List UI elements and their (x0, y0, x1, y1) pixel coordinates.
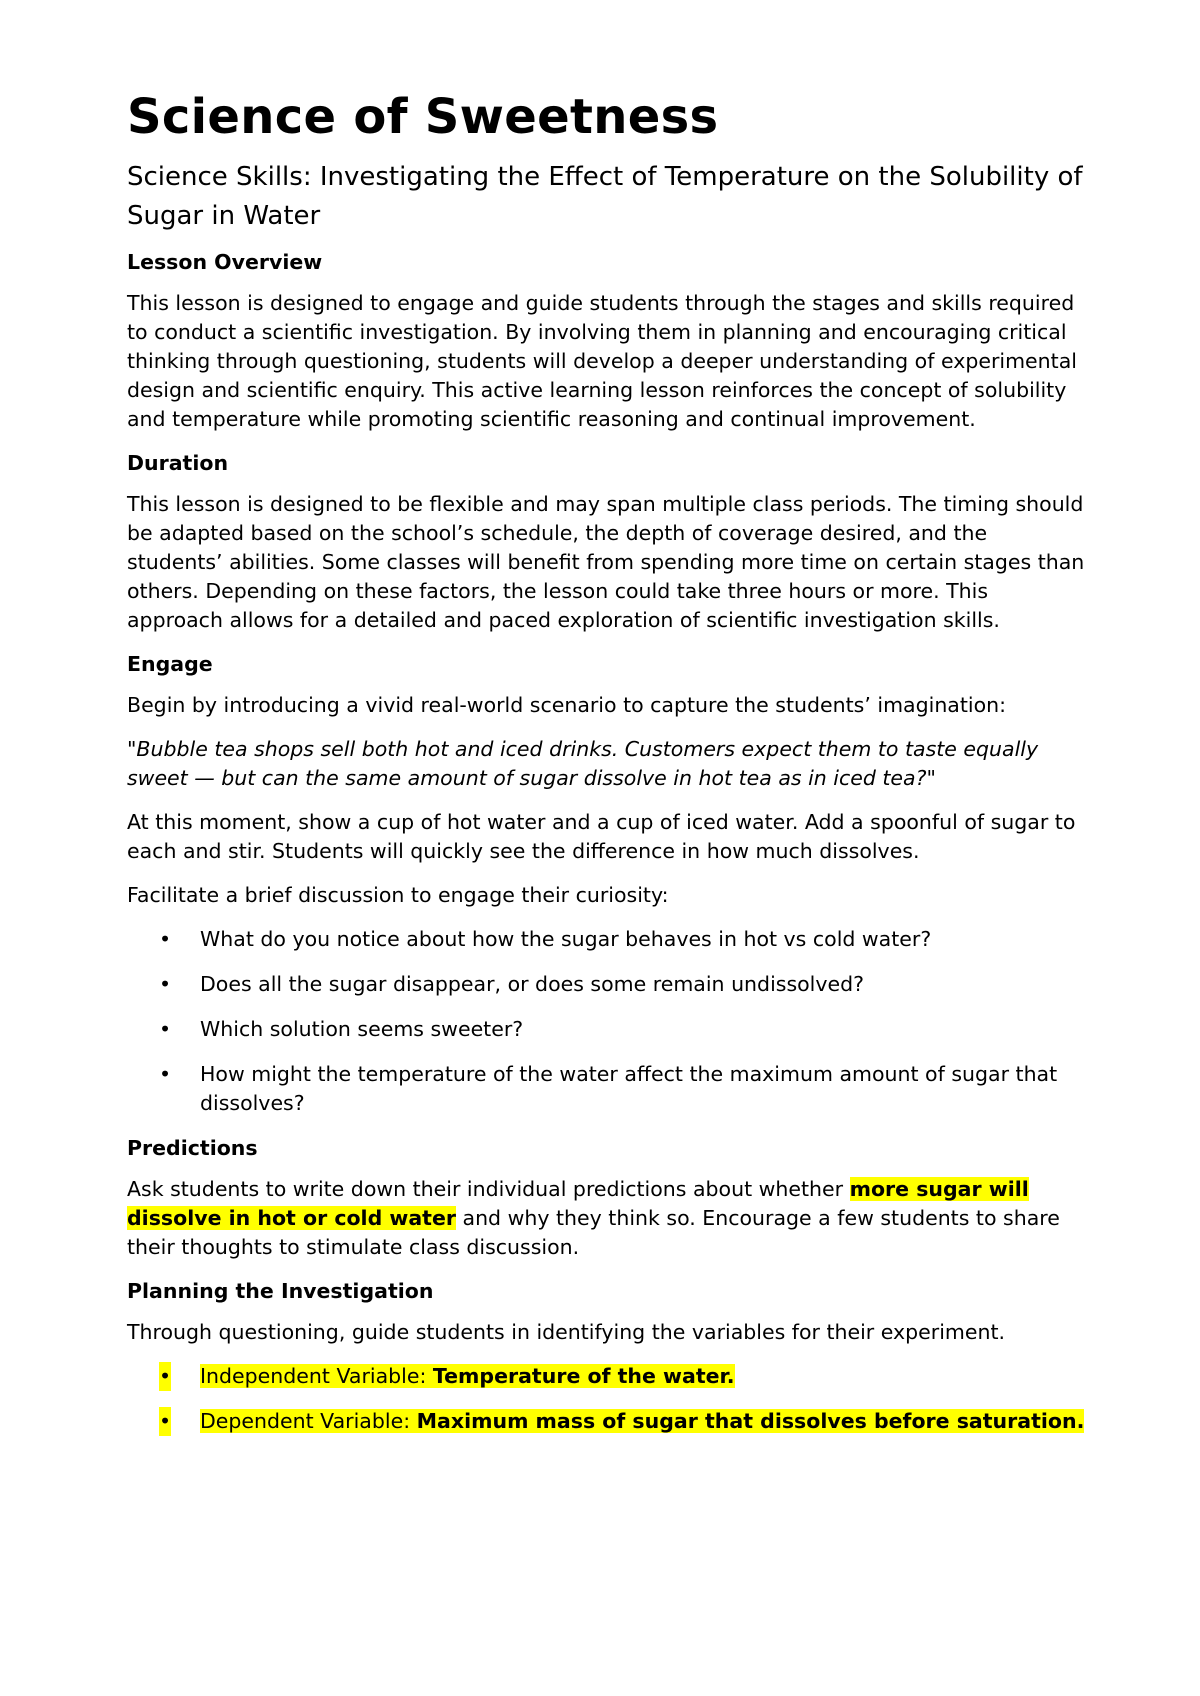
document-title: Science of Sweetness (127, 89, 719, 145)
bullet-icon: • (159, 972, 172, 996)
engage-demo: At this moment, show a cup of hot water and a cup of iced water. Add a spoonful of sugar to each and stir. Students will quickly see the difference in how much dissolves. (127, 810, 1076, 863)
predictions-text-after: and why they think so. Encourage a few students to share their thoughts to stimulate class discussion. (127, 1206, 1060, 1259)
bullet-icon: • (159, 1362, 171, 1391)
predictions-highlight: more sugar will dissolve in hot or cold water (127, 1177, 1029, 1230)
variable-value: Temperature of the water. (432, 1364, 735, 1388)
question-text: Does all the sugar disappear, or does some remain undissolved? (200, 972, 864, 996)
variable-label: Dependent Variable: (200, 1409, 417, 1433)
variable-label: Independent Variable: (200, 1364, 433, 1388)
list-item (127, 1407, 1087, 1436)
engage-quote: "Bubble tea shops sell both hot and iced drinks. Customers expect them to taste equally sweet — but can the same amount of sugar dissolve in hot tea as in iced tea?" (127, 737, 1039, 790)
planning-intro: Through questioning, guide students in identifying the variables for their experiment. (127, 1320, 1006, 1344)
predictions-text-before: Ask students to write down their individual predictions about whether (127, 1177, 850, 1201)
bullet-icon: • (159, 1407, 171, 1436)
list-item (127, 1060, 1087, 1118)
list-item (127, 1015, 1087, 1044)
engage-intro: Begin by introducing a vivid real-world scenario to capture the students’ imagination: (127, 693, 1007, 717)
overview-body: This lesson is designed to engage and guide students through the stages and skills required to conduct a scientific investigation. By involving them in planning and encouraging critical thinking through questioning, students will develop a deeper understanding of experimental design and scientific enquiry. This active learning lesson reinforces the concept of solubility and temperature while promoting scientific reasoning and continual improvement. (127, 291, 1077, 431)
duration-heading: Duration (127, 451, 229, 475)
list-item (127, 925, 1087, 954)
discussion-questions-list (127, 925, 1087, 1118)
predictions-body (127, 1175, 1087, 1262)
variables-list (127, 1362, 1087, 1436)
document-page (127, 80, 1087, 1452)
duration-body: This lesson is designed to be flexible and may span multiple class periods. The timing should be adapted based on the school’s schedule, the depth of coverage desired, and the students’ abilities. Some classes will benefit from spending more time on certain stages than others. Depending on these factors, the lesson could take three hours or more. This approach allows for a detailed and paced exploration of scientific investigation skills. (127, 492, 1085, 632)
list-item (127, 1362, 1087, 1391)
bullet-icon: • (159, 1062, 172, 1086)
engage-heading: Engage (127, 652, 213, 676)
list-item (127, 970, 1087, 999)
overview-heading: Lesson Overview (127, 250, 323, 274)
bullet-icon: • (159, 927, 172, 951)
bullet-icon: • (159, 1017, 172, 1041)
document-subtitle: Science Skills: Investigating the Effect of Temperature on the Solubility of Sugar in Water (127, 162, 1083, 231)
question-text: What do you notice about how the sugar behaves in hot vs cold water? (200, 927, 932, 951)
variable-value: Maximum mass of sugar that dissolves before saturation. (416, 1409, 1085, 1433)
planning-heading: Planning the Investigation (127, 1279, 434, 1303)
question-text: How might the temperature of the water affect the maximum amount of sugar that dissolves? (200, 1062, 1058, 1115)
question-text: Which solution seems sweeter? (200, 1017, 524, 1041)
engage-discussion-intro: Facilitate a brief discussion to engage their curiosity: (127, 883, 669, 907)
predictions-heading: Predictions (127, 1136, 258, 1160)
